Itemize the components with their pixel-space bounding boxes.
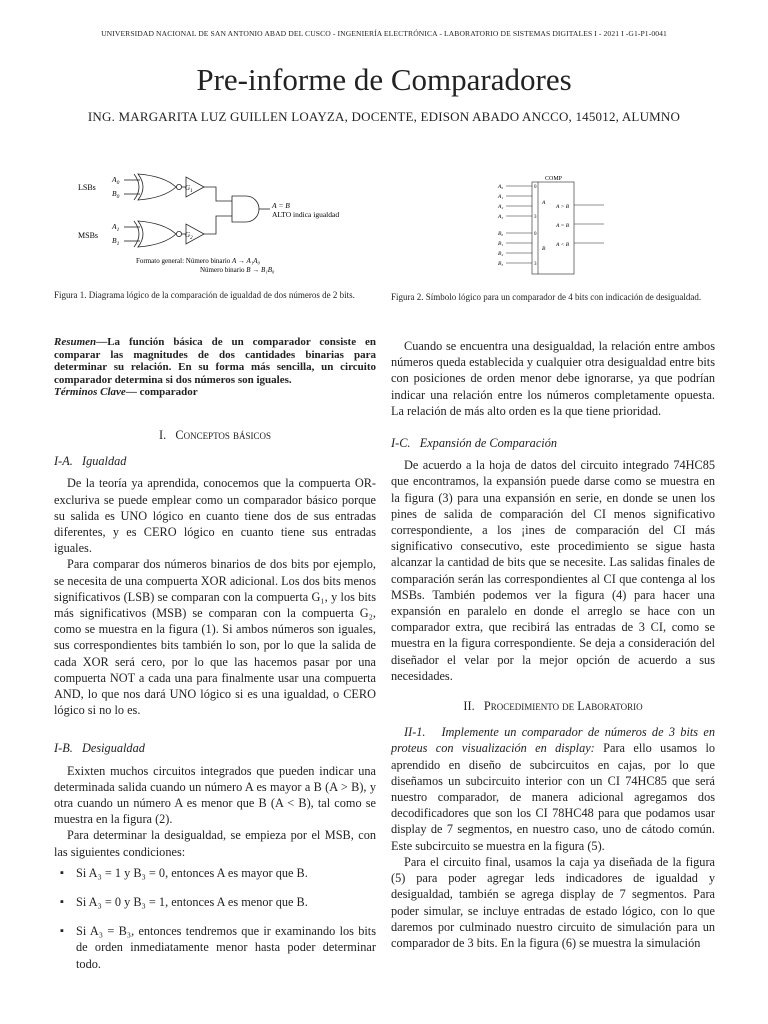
right-paragraph-3: II-1. Implemente un comparador de números de 3 bits en proteus con visualización en display: Para ello usamos lo aprendido en diseño de subcircuitos en cajas, por lo que diseñamos un subcircuito interior con un CI 74HC85 que será nuestro comparador, de manera adicional agregamos dos decodificadores que son los CI 78HC48 para que podamos usar display de 7 segmentos, en nuestro caso, uno de cátodo común. Este subcircuito se muestra en la figura (5). [391, 725, 716, 853]
input-a1-label: $A_1$ [112, 222, 120, 233]
figure-1 [72, 168, 372, 280]
right-column [391, 338, 715, 951]
input-a-1: A₁ [498, 194, 504, 200]
figure-2 [492, 172, 612, 280]
group-b-label: B [542, 246, 546, 252]
input-b0-label: $B_0$ [112, 189, 120, 200]
format-general: Formato general: Número binario A → A₁A₀ [136, 257, 260, 265]
format-line-2: Número binario B → B₁B₀ [200, 266, 275, 274]
msb-label: MSBs [78, 231, 99, 240]
input-b-2: B₂ [498, 251, 504, 257]
section-1-heading: I. Conceptos básicos [158, 427, 272, 442]
figure-2-caption: Figura 2. Símbolo lógico para un comparador de 4 bits con indicación de desigualdad. [391, 292, 702, 302]
comp-label: COMP [545, 176, 563, 182]
xor-gate-g1 [134, 174, 139, 200]
gate-g2-label: $G_2$ [185, 231, 193, 241]
section-1a-paragraph-1: De la teoría ya aprendida, conocemos que la compuerta OR-excluriva se puede emplear como un comparador básico porque su salida es UNO lógico en cuanto tiene dos de sus entradas diferentes, y es CERO lógico en cuanto tiene sus entradas iguales. [54, 476, 376, 556]
output-high-label: ALTO indica igualdad [272, 210, 340, 219]
section-1a-paragraph-2: Para comparar dos números binarios de dos bits por ejemplo, se necesita de una compuerta XOR adicional. Los dos bits menos significativos (LSB) se comparan con la compuerta G₁, y los bits más significativos (MSB) se comparan con la compuerta G₂, como se muestra en la figura (1). Si ambos números son iguales, sus correspondientes bits también lo son, por lo que la salida de cada XOR será cero, por lo que las hacemos pasar por una compuerta NOT a cada una para finalmente usar una compuerta AND, lo que nos dará UNO lógico si es una igualdad, o CERO lógico si no lo es. [54, 557, 376, 718]
pin-b-top: 0 [534, 232, 537, 237]
abstract [54, 336, 376, 399]
list-item: ▪ Si A₃ = 1 y B₃ = 0, entonces A es mayor que B. [54, 865, 376, 881]
keywords-label: Términos Clave [54, 386, 126, 399]
left-column [54, 336, 376, 985]
right-paragraph-2: De acuerdo a la hoja de datos del circuito integrado 74HC85 que encontramos, la expansión puede darse como se muestra en la figura (3) para una expansión en serie, en donde se unen los pines de salida de comparación del CI menos significativo correspondiente, a los ¡ines de comparación del CI más significativo consecutivo, este procedimiento se sigue hasta alcanzar la cantidad de bits que se necesite. Las salidas finales de comparación serán las correspondientes al CI que contenga al los MSBs. También podemos ver la figura (4) para hacer una expansión en paralelo en donde el arreglo se hace con un comparador extra, que recibirá las entradas de 3 CI, como se muestra en la figura correspondiente. Se deja a consideración del diseñador el velar por la mejor opción de acuerdo a sus necesidades. [391, 458, 715, 683]
xor-gate-g2 [134, 221, 139, 247]
authors: ING. MARGARITA LUZ GUILLEN LOAYZA, DOCENTE, EDISON ABADO ANCCO, 145012, ALUMNO [87, 109, 681, 124]
paper-title: Pre-informe de Comparadores [196, 62, 572, 97]
and-gate [232, 196, 259, 222]
right-paragraph-4: Para el circuito final, usamos la caja ya diseñada de la figura (5) para poder agregar leds indicadores de igualdad y desigualdad, también se agrega display de 7 segmentos. Para poder simular, se incluye entradas de estado lógico, con lo que daremos por culminado nuestro circuito de simulación para un comparador de 3 bits. En la figura (6) se muestra la simulación [391, 854, 715, 950]
input-b-3: B₃ [498, 261, 504, 267]
subsection-1b-heading: I-B. Desigualdad [54, 741, 145, 756]
output-eq-label: A = B [272, 201, 290, 210]
output-gt: A > B [556, 204, 570, 210]
gate-g1-label: $G_1$ [185, 184, 193, 194]
output-lt: A < B [556, 242, 570, 248]
input-b-0: B₀ [498, 231, 504, 237]
input-a-2: A₂ [498, 204, 504, 210]
input-b1-label: $B_1$ [112, 236, 120, 247]
pin-b-bot: 3 [534, 262, 537, 267]
input-a-0: A₀ [498, 184, 504, 190]
input-a-3: A₃ [498, 214, 504, 220]
section-2-heading: II. Procedimiento de Laboratorio [463, 699, 643, 714]
input-a0-label: $A_0$ [112, 175, 120, 186]
keywords-text: — comparador [125, 386, 198, 399]
section-1b-paragraph-1: Exixten muchos circuitos integrados que pueden indicar una determinada salida cuando un número A es mayor a B (A > B), y otra cuando un número A es menor que B (A < B), tal como se muestra en la figura (2). [54, 763, 376, 827]
abstract-text: —La función básica de un comparador consiste en comparar las magnitudes de dos cantidades binarias para determinar su relación. En su forma más sencilla, un circuito comparador determina si dos números son iguales. [54, 336, 376, 386]
subsection-1c-heading: I-C. Expansión de Comparación [391, 436, 558, 451]
pin-a-bot: 3 [534, 215, 537, 220]
list-item: ▪ Si A₃ = B₃, entonces tendremos que ir examinando los bits de orden inmediatamente menor hasta poder determinar todo. [54, 923, 376, 972]
figure-1-caption: Figura 1. Diagrama lógico de la comparación de igualdad de dos números de 2 bits. [54, 290, 355, 300]
running-head: UNIVERSIDAD NACIONAL DE SAN ANTONIO ABAD DEL CUSCO - INGENIERÍA ELECTRÓNICA - LABORATORIO DE SISTEMAS DIGITALES I - 2021 I -G1-P1-0041 [101, 29, 667, 38]
list-item: ▪ Si A₃ = 0 y B₃ = 1, entonces A es menor que B. [54, 894, 376, 910]
section-1b-paragraph-2: Para determinar la desigualdad, se empieza por el MSB, con las siguientes condiciones: [54, 828, 376, 859]
group-a-label: A [542, 200, 546, 206]
pin-a-top: 0 [534, 185, 537, 190]
subsection-1a-heading: I-A. Igualdad [54, 454, 127, 469]
subsection-ii1-heading: II-1. Implemente un comparador de números de 3 bits en proteus con visualización en display: [391, 725, 715, 756]
lsb-label: LSBs [78, 183, 96, 192]
output-eq: A = B [556, 223, 570, 229]
right-paragraph-1: Cuando se encuentra una desigualdad, la relación entre ambos números queda establecida y cualquier otra desigualdad entre bits con posiciones de orden menor debe ignorarse, ya que podrían indicar una relación entre los números completamente opuesta. La relación de más alto orden es la que tiene prioridad. [391, 339, 715, 418]
condition-list [54, 865, 376, 972]
abstract-label: Resumen [54, 336, 97, 348]
input-b-1: B₁ [498, 241, 504, 247]
